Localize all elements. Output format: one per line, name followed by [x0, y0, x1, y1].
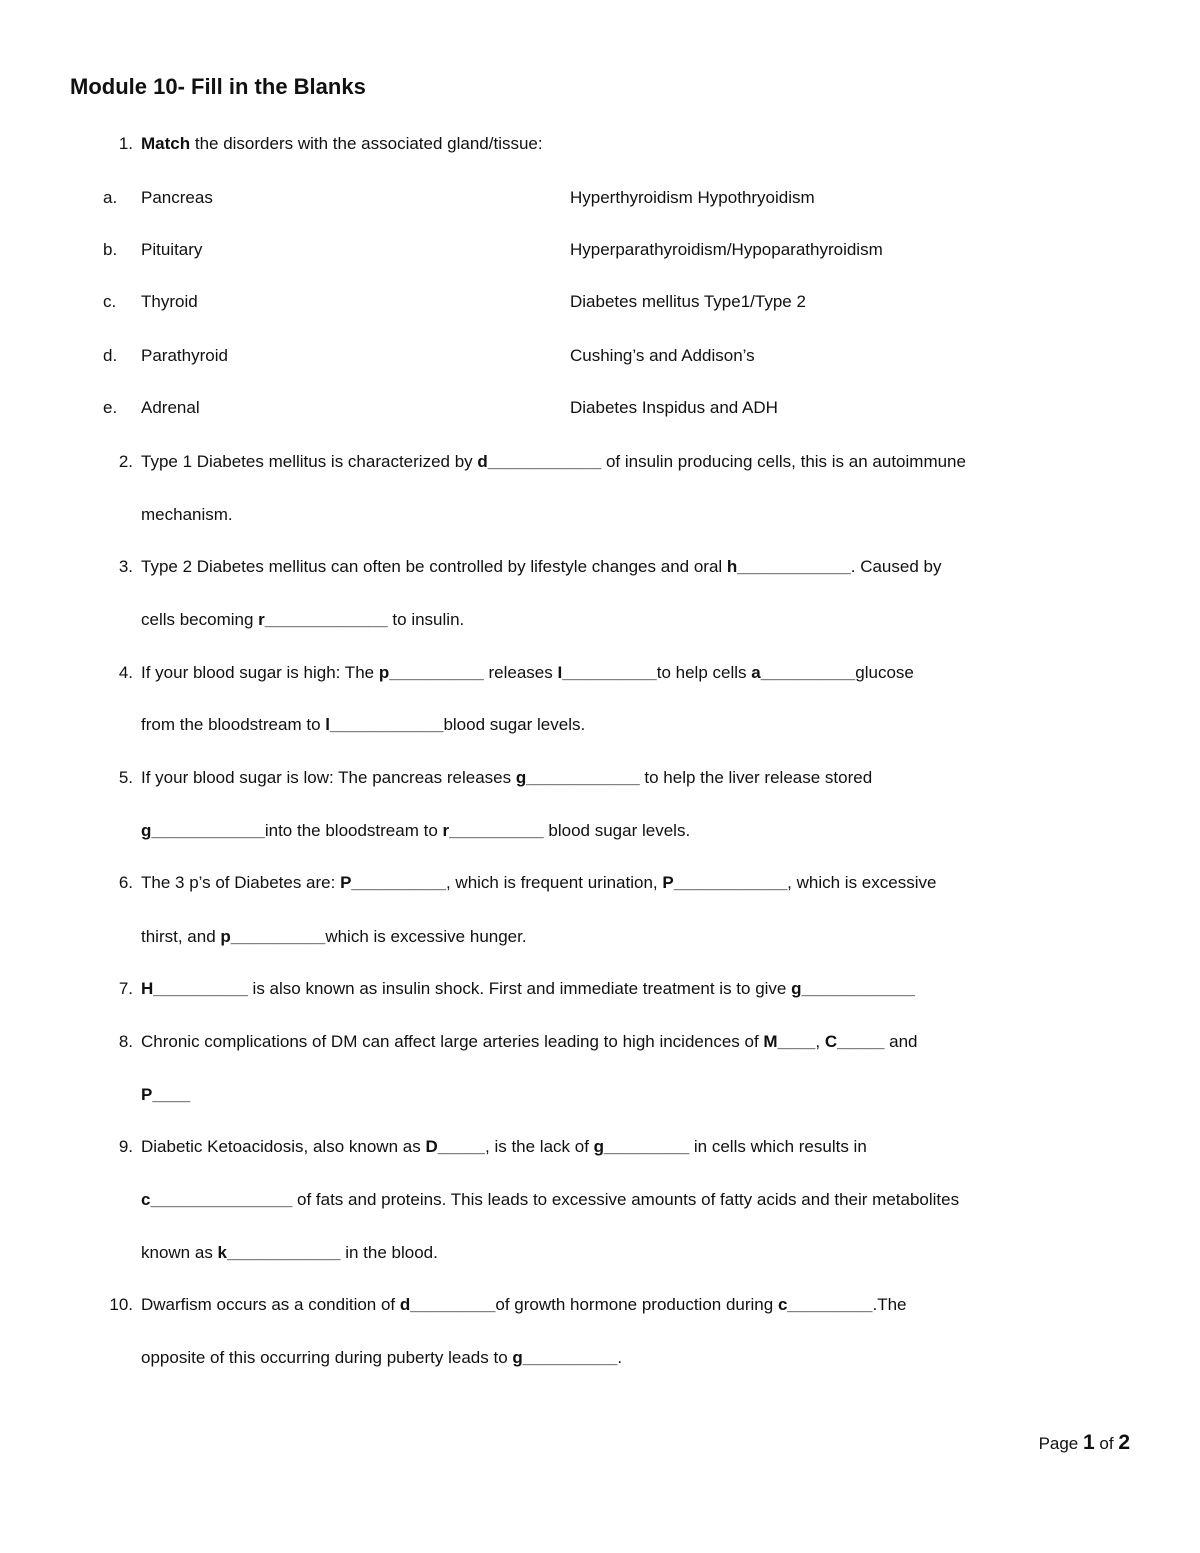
disorder-name: Diabetes mellitus Type1/Type 2	[570, 292, 806, 311]
match-letter: a.	[103, 188, 118, 207]
blank-field[interactable]: g____________	[141, 821, 265, 840]
page-title: Module 10- Fill in the Blanks	[70, 74, 366, 99]
question-text: If your blood sugar is low: The pancreas releases g____________ to help the liver release stored	[141, 768, 873, 787]
gland-name: Pituitary	[141, 240, 203, 259]
question-9-continued: c_______________ of fats and proteins. This leads to excessive amounts of fatty acids and their metabolites	[141, 1190, 960, 1209]
question-10-continued: opposite of this occurring during puberty leads to g__________.	[141, 1348, 623, 1367]
disorder-name: Hyperthyroidism Hypothryoidism	[570, 188, 815, 207]
match-letter: d.	[103, 346, 118, 365]
blank-field[interactable]: M____	[763, 1032, 816, 1051]
question-8-continued	[141, 1084, 190, 1106]
question-number: 7.	[118, 979, 133, 998]
question-number: 5.	[118, 768, 133, 787]
disorder-name: Diabetes Inspidus and ADH	[570, 398, 778, 417]
question-number: 9.	[118, 1137, 133, 1156]
blank-field[interactable]: C_____	[824, 1032, 885, 1051]
question-2-continued: mechanism.	[141, 505, 233, 524]
blank-field[interactable]: r__________	[442, 821, 544, 840]
question-text: Diabetic Ketoacidosis, also known as D_____, is the lack of g_________ in cells which results in	[141, 1137, 867, 1156]
gland-name: Thyroid	[141, 292, 198, 311]
blank-field[interactable]: c_________	[777, 1295, 873, 1314]
blank-field[interactable]: P____	[141, 1085, 191, 1104]
blank-field[interactable]: g____________	[791, 979, 915, 998]
question-6-continued: thirst, and p__________which is excessive hunger.	[141, 927, 527, 946]
question-number: 4.	[118, 663, 133, 682]
question-text: If your blood sugar is high: The p__________ releases I__________to help cells a__________glucose	[141, 663, 914, 682]
blank-field[interactable]: p__________	[378, 663, 484, 682]
blank-field[interactable]: r_____________	[258, 610, 388, 629]
blank-field[interactable]: h____________	[726, 557, 851, 576]
question-number: 2.	[118, 452, 133, 471]
blank-field[interactable]: P____________	[662, 873, 788, 892]
question-4-continued: from the bloodstream to l____________blood sugar levels.	[141, 715, 586, 734]
blank-field[interactable]: d_________	[399, 1295, 496, 1314]
blank-field[interactable]: I__________	[557, 663, 657, 682]
blank-field[interactable]: p__________	[220, 927, 326, 946]
blank-field[interactable]: g____________	[515, 768, 640, 787]
blank-field[interactable]: c_______________	[141, 1190, 293, 1209]
question-text: Type 1 Diabetes mellitus is characterized by d____________ of insulin producing cells, this is an autoimmune	[141, 452, 966, 471]
blank-field[interactable]: P__________	[340, 873, 446, 892]
match-keyword: Match	[141, 134, 191, 153]
question-text: Type 2 Diabetes mellitus can often be controlled by lifestyle changes and oral h____________. Caused by	[141, 557, 942, 576]
question-text: Chronic complications of DM can affect large arteries leading to high incidences of M____, C_____ and	[141, 1032, 918, 1051]
match-letter: b.	[103, 240, 118, 259]
blank-field[interactable]: H__________	[141, 979, 248, 998]
gland-name: Pancreas	[141, 188, 213, 207]
gland-name: Parathyroid	[141, 346, 228, 365]
page-number: Page 1 of 2	[1038, 1431, 1130, 1454]
blank-field[interactable]: g_________	[593, 1137, 690, 1156]
question-9-continued-2: known as k____________ in the blood.	[141, 1243, 438, 1262]
question-number: 8.	[118, 1032, 133, 1051]
blank-field[interactable]: d____________	[477, 452, 602, 471]
blank-field[interactable]: D_____	[425, 1137, 485, 1156]
question-number: 1.	[118, 134, 133, 153]
question-5-continued: g____________into the bloodstream to r__________ blood sugar levels.	[141, 821, 691, 840]
disorder-name: Cushing’s and Addison’s	[570, 346, 755, 365]
question-text: Match the disorders with the associated gland/tissue:	[141, 134, 543, 153]
gland-name: Adrenal	[141, 398, 200, 417]
question-3-continued: cells becoming r_____________ to insulin.	[141, 610, 465, 629]
question-text: The 3 p’s of Diabetes are: P__________, which is frequent urination, P____________, which is excessive	[141, 873, 937, 892]
match-letter: e.	[103, 398, 118, 417]
question-text: Dwarfism occurs as a condition of d_________of growth hormone production during c_________.The	[141, 1295, 907, 1314]
blank-field[interactable]: l____________	[325, 715, 444, 734]
question-number: 6.	[118, 873, 133, 892]
disorder-name: Hyperparathyroidism/Hypoparathyroidism	[570, 240, 883, 259]
match-letter: c.	[103, 292, 117, 311]
question-number: 3.	[118, 557, 133, 576]
question-number: 10.	[109, 1295, 133, 1314]
question-text: H__________ is also known as insulin shock. First and immediate treatment is to give g____________	[141, 979, 915, 998]
blank-field[interactable]: k____________	[217, 1243, 341, 1262]
blank-field[interactable]: g__________	[512, 1348, 618, 1367]
blank-field[interactable]: a__________	[751, 663, 856, 682]
